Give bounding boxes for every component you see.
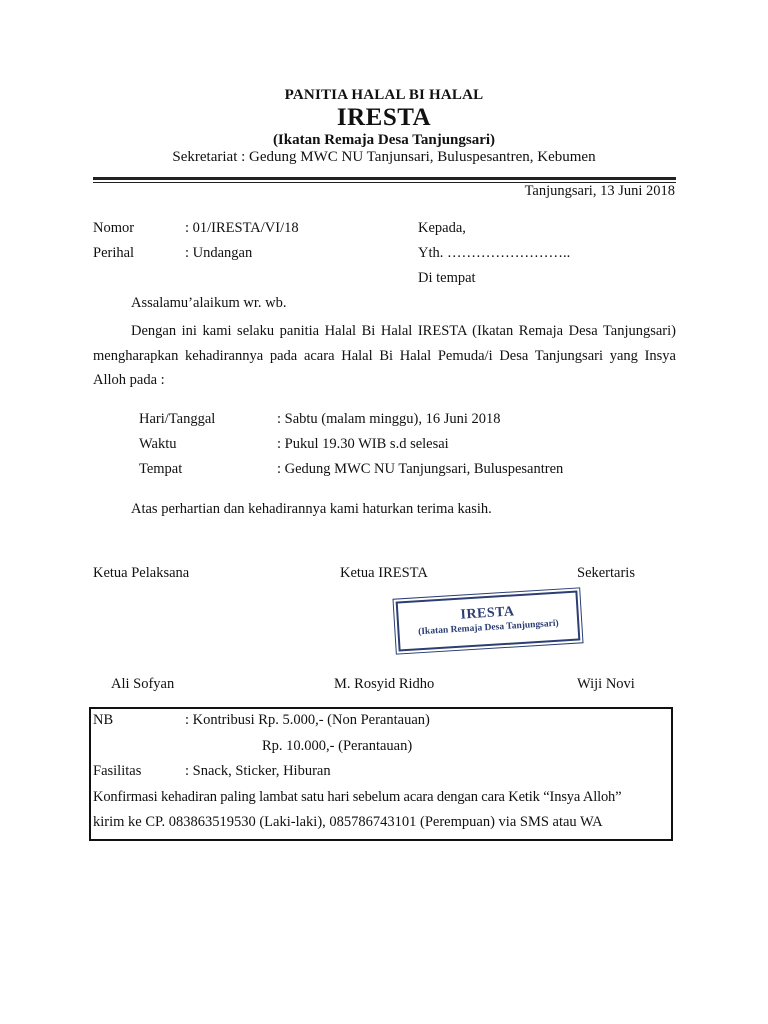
perihal-label: Perihal	[93, 245, 135, 261]
organization-name: IRESTA	[336, 104, 432, 131]
recipient-place: Di tempat	[418, 270, 476, 286]
nb-label: NB	[93, 712, 114, 728]
closing-text: Atas perhartian dan kehadirannya kami haturkan terima kasih.	[131, 501, 492, 517]
stamp-title: IRESTA	[460, 604, 515, 623]
detail-value-time: : Pukul 19.30 WIB s.d selesai	[277, 436, 449, 452]
recipient-kepada: Kepada,	[418, 220, 466, 236]
signature-name-chair-iresta: M. Rosyid Ridho	[334, 676, 435, 692]
letter-date: Tanjungsari, 13 Juni 2018	[524, 183, 675, 199]
signature-role-chair-event: Ketua Pelaksana	[93, 565, 190, 581]
nb-contribution-1: : Kontribusi Rp. 5.000,- (Non Perantauan)	[185, 712, 430, 728]
greeting: Assalamu’alaikum wr. wb.	[131, 295, 287, 311]
detail-value-date: : Sabtu (malam minggu), 16 Juni 2018	[277, 411, 501, 427]
organization-fullname: (Ikatan Remaja Desa Tanjungsari)	[272, 132, 496, 148]
secretariat-address: Sekretariat : Gedung MWC NU Tanjunsari, Buluspesantren, Kebumen	[172, 149, 596, 165]
committee-title: PANITIA HALAL BI HALAL	[284, 87, 484, 103]
signature-role-secretary: Sekertaris	[577, 565, 635, 581]
detail-label-place: Tempat	[139, 461, 183, 477]
fasilitas-value: : Snack, Sticker, Hiburan	[185, 763, 331, 779]
detail-label-time: Waktu	[139, 436, 177, 452]
fasilitas-label: Fasilitas	[93, 763, 142, 779]
detail-label-date: Hari/Tanggal	[139, 411, 216, 427]
signature-name-chair-event: Ali Sofyan	[111, 676, 175, 692]
confirmation-text-2: kirim ke CP. 083863519530 (Laki-laki), 085786743101 (Perempuan) via SMS atau WA	[93, 814, 603, 830]
nomor-label: Nomor	[93, 220, 135, 236]
stamp-subtitle: (Ikatan Remaja Desa Tanjungsari)	[417, 618, 559, 638]
invitation-paragraph	[93, 319, 676, 393]
perihal-value: : Undangan	[185, 245, 253, 261]
signature-name-secretary: Wiji Novi	[577, 676, 635, 692]
organization-stamp	[396, 590, 581, 651]
nb-contribution-2: Rp. 10.000,- (Perantauan)	[262, 738, 413, 754]
invitation-paragraph-text: Dengan ini kami selaku panitia Halal Bi Halal IRESTA (Ikatan Remaja Desa Tanjungsari) mengharapkan kehadirannya pada acara Halal Bi Halal Pemuda/i Desa Tanjungsari yang Insya Alloh pada :	[93, 323, 676, 388]
header-divider-thick	[93, 177, 676, 180]
recipient-yth: Yth. ……………………..	[418, 245, 571, 261]
confirmation-text-1: Konfirmasi kehadiran paling lambat satu hari sebelum acara dengan cara Ketik “Insya Alloh”	[93, 789, 622, 805]
signature-role-chair-iresta: Ketua IRESTA	[340, 565, 428, 581]
detail-value-place: : Gedung MWC NU Tanjungsari, Buluspesantren	[277, 461, 564, 477]
nomor-value: : 01/IRESTA/VI/18	[185, 220, 299, 236]
